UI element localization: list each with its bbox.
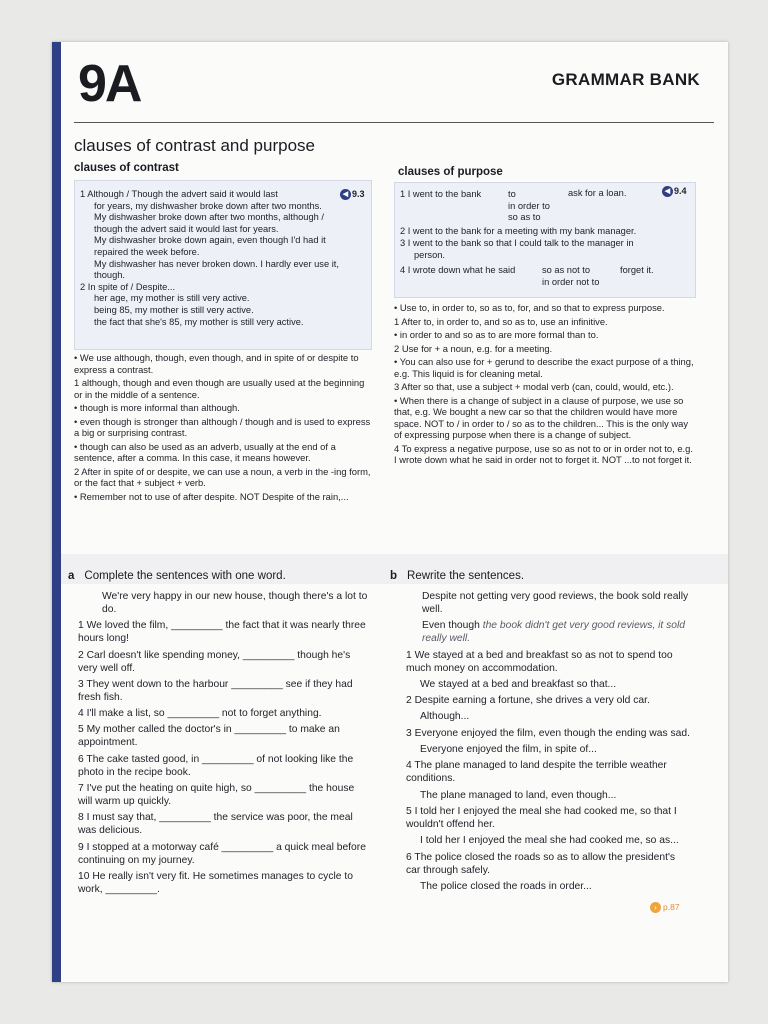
exercise-letter: a — [68, 570, 75, 582]
rule: 2 Use for + a noun, e.g. for a meeting. — [394, 342, 553, 354]
rewrite-prompt[interactable]: I told her I enjoyed the meal she had cooked me, so as... — [420, 835, 679, 847]
option: in order not to — [542, 276, 600, 287]
audio-track: 9.4 — [674, 186, 687, 196]
exercise-instruction: Rewrite the sentences. — [407, 570, 525, 582]
rule: • though is more informal than although. — [74, 402, 240, 413]
rule: • Use to, in order to, so as to, for, and so that to express purpose. — [394, 302, 665, 313]
option: so as to — [508, 212, 541, 223]
purpose-example-4: 4 I wrote down what he said — [400, 265, 516, 275]
rule: • We use although, though, even though, and in spite of or despite to express a contrast. — [74, 352, 359, 375]
purpose-example-2: 2 I went to the bank for a meeting with my bank manager. — [400, 226, 637, 236]
list-item[interactable]: 8 I must say that, _________ the service was poor, the meal was delicious. — [78, 812, 353, 837]
exercise-letter: b — [390, 570, 398, 582]
contrast-rules — [74, 352, 374, 504]
list-item[interactable]: 6 The cake tasted good, in _________ of not looking like the photo in the recipe book. — [78, 753, 354, 778]
exercise-b-list — [406, 590, 692, 896]
textbook-page — [52, 42, 728, 982]
example-line: My dishwasher has never broken down. I hardly ever use it, — [94, 258, 339, 269]
rewrite-prompt[interactable]: The police closed the roads in order... — [420, 880, 592, 892]
example-prompt: Even though — [422, 620, 480, 632]
contrast-examples — [80, 189, 338, 328]
example-line: though the advert said it would last for years. — [94, 223, 279, 234]
example-line: the fact that she's 85, my mother is still very active. — [94, 316, 304, 327]
purpose-rules — [394, 302, 694, 468]
list-item: 1 We stayed at a bed and breakfast so as not to spend too much money on accommodation. — [406, 649, 673, 674]
option: in order to — [508, 200, 550, 211]
example-answer — [406, 619, 692, 645]
purpose-example-3: 3 I went to the bank so that I could talk to the manager in — [400, 238, 634, 248]
page-title: clauses of contrast and purpose — [74, 136, 315, 155]
rule: 3 After so that, use a subject + modal verb (can, could, would, etc.). — [394, 381, 674, 392]
example-line: though. — [94, 270, 126, 281]
exercise-b-title — [390, 570, 524, 582]
rewrite-prompt[interactable]: We stayed at a bed and breakfast so that... — [420, 678, 617, 690]
list-item: 6 The police closed the roads so as to allow the president's car through safely. — [406, 851, 676, 876]
rule: 4 To express a negative purpose, use so as not to or in order not to, e.g. I wrote down what he said in order not to forget it. NOT ...to not forget it. — [394, 442, 693, 465]
list-item[interactable]: 4 I'll make a list, so _________ not to forget anything. — [78, 708, 322, 720]
audio-icon: ◀ — [340, 189, 351, 200]
rewrite-prompt[interactable]: Although... — [420, 711, 470, 723]
rule: • though can also be used as an adverb, usually at the end of a sentence, after a comma. In this case, it means however. — [74, 440, 336, 463]
contrast-audio[interactable] — [340, 189, 365, 200]
list-item[interactable]: 5 My mother called the doctor's in _________ to make an appointment. — [78, 724, 340, 749]
list-item[interactable]: 7 I've put the heating on quite high, so _________ the house will warm up quickly. — [78, 783, 355, 808]
purpose-example-3-cont: person. — [414, 250, 446, 260]
list-item[interactable]: 1 We loved the film, _________ the fact that it was nearly three hours long! — [78, 620, 366, 645]
exercise-a-title — [68, 570, 286, 582]
contrast-heading: clauses of contrast — [74, 162, 179, 174]
list-item[interactable]: 9 I stopped at a motorway café _________ a quick meal before continuing on my journey. — [78, 841, 366, 866]
rule: • in order to and so as to are more formal than to. — [394, 329, 599, 340]
example-line: her age, my mother is still very active. — [94, 293, 250, 304]
rewrite-prompt[interactable]: Everyone enjoyed the film, in spite of... — [420, 744, 597, 756]
example-line: My dishwasher broke down again, even though I'd had it — [94, 235, 326, 246]
example-answer-text: the book didn't get very good reviews, it sold really well. — [422, 620, 686, 645]
list-item: 5 I told her I enjoyed the meal she had cooked me, so that I wouldn't offend her. — [406, 805, 677, 830]
purpose-example-4-end: forget it. — [620, 265, 654, 275]
purpose-audio[interactable] — [662, 186, 687, 197]
example-line: being 85, my mother is still very active. — [94, 304, 254, 315]
example-line: 2 In spite of / Despite... — [80, 281, 176, 292]
divider — [74, 122, 714, 123]
purpose-options-4 — [542, 265, 599, 288]
example-line: for years, my dishwasher broke down after two months. — [94, 200, 322, 211]
example-sentence: We're very happy in our new house, though there's a lot to do. — [102, 591, 368, 615]
arrow-right-icon: › — [650, 902, 661, 913]
unit-number: 9A — [78, 55, 141, 113]
list-item[interactable]: 2 Carl doesn't like spending money, _________ though he's very well off. — [78, 649, 351, 674]
rule: 1 although, though and even though are usually used at the beginning or in the middle of a sentence. — [74, 377, 365, 400]
example-question: Despite not getting very good reviews, the book sold really well. — [422, 591, 689, 615]
list-item: 2 Despite earning a fortune, she drives a very old car. — [406, 695, 650, 707]
option: to — [508, 189, 516, 199]
rule: • You can also use for + gerund to describe the exact purpose of a thing, e.g. This liquid is for cleaning metal. — [394, 356, 694, 379]
purpose-example-1-end: ask for a loan. — [568, 188, 627, 198]
example-line: repaired the week before. — [94, 246, 200, 257]
audio-icon: ◀ — [662, 186, 673, 197]
rule: 2 After in spite of or despite, we can use a noun, a verb in the -ing form, or the fact that + subject + verb. — [74, 465, 371, 488]
list-item[interactable]: 3 They went down to the harbour _________ see if they had fresh fish. — [78, 678, 353, 703]
rule: • When there is a change of subject in a clause of purpose, we use so that, e.g. We bought a new car so that the children would have more space. NOT to / in order to / so as to the children... This is the only way of expressing purpose when there is a change of subject. — [394, 394, 689, 440]
example-line: My dishwasher broke down after two months, although / — [94, 212, 324, 223]
example-line: 1 Although / Though the advert said it would last — [80, 189, 278, 199]
rule: • Remember not to use of after despite. NOT Despite of the rain,... — [74, 490, 349, 502]
page-ref-label: p.87 — [663, 902, 680, 912]
page-spine — [52, 42, 61, 982]
option: so as not to — [542, 265, 591, 275]
rule: 1 After to, in order to, and so as to, use an infinitive. — [394, 315, 608, 327]
purpose-example-1: 1 I went to the bank — [400, 189, 482, 199]
exercise-a-list — [78, 590, 368, 899]
exercise-instruction: Complete the sentences with one word. — [84, 570, 286, 582]
list-item[interactable]: 10 He really isn't very fit. He sometimes manages to cycle to work, _________. — [78, 870, 353, 895]
page-reference[interactable] — [650, 902, 680, 913]
purpose-options-1 — [508, 189, 550, 224]
audio-track: 9.3 — [352, 189, 365, 199]
purpose-heading: clauses of purpose — [398, 166, 503, 178]
list-item: 4 The plane managed to land despite the terrible weather conditions. — [406, 760, 667, 785]
rule: • even though is stronger than although / though and is used to express a big or surprising contrast. — [74, 415, 371, 438]
section-title: GRAMMAR BANK — [551, 70, 700, 89]
rewrite-prompt[interactable]: The plane managed to land, even though... — [420, 789, 617, 801]
list-item: 3 Everyone enjoyed the film, even though the ending was sad. — [406, 727, 690, 739]
